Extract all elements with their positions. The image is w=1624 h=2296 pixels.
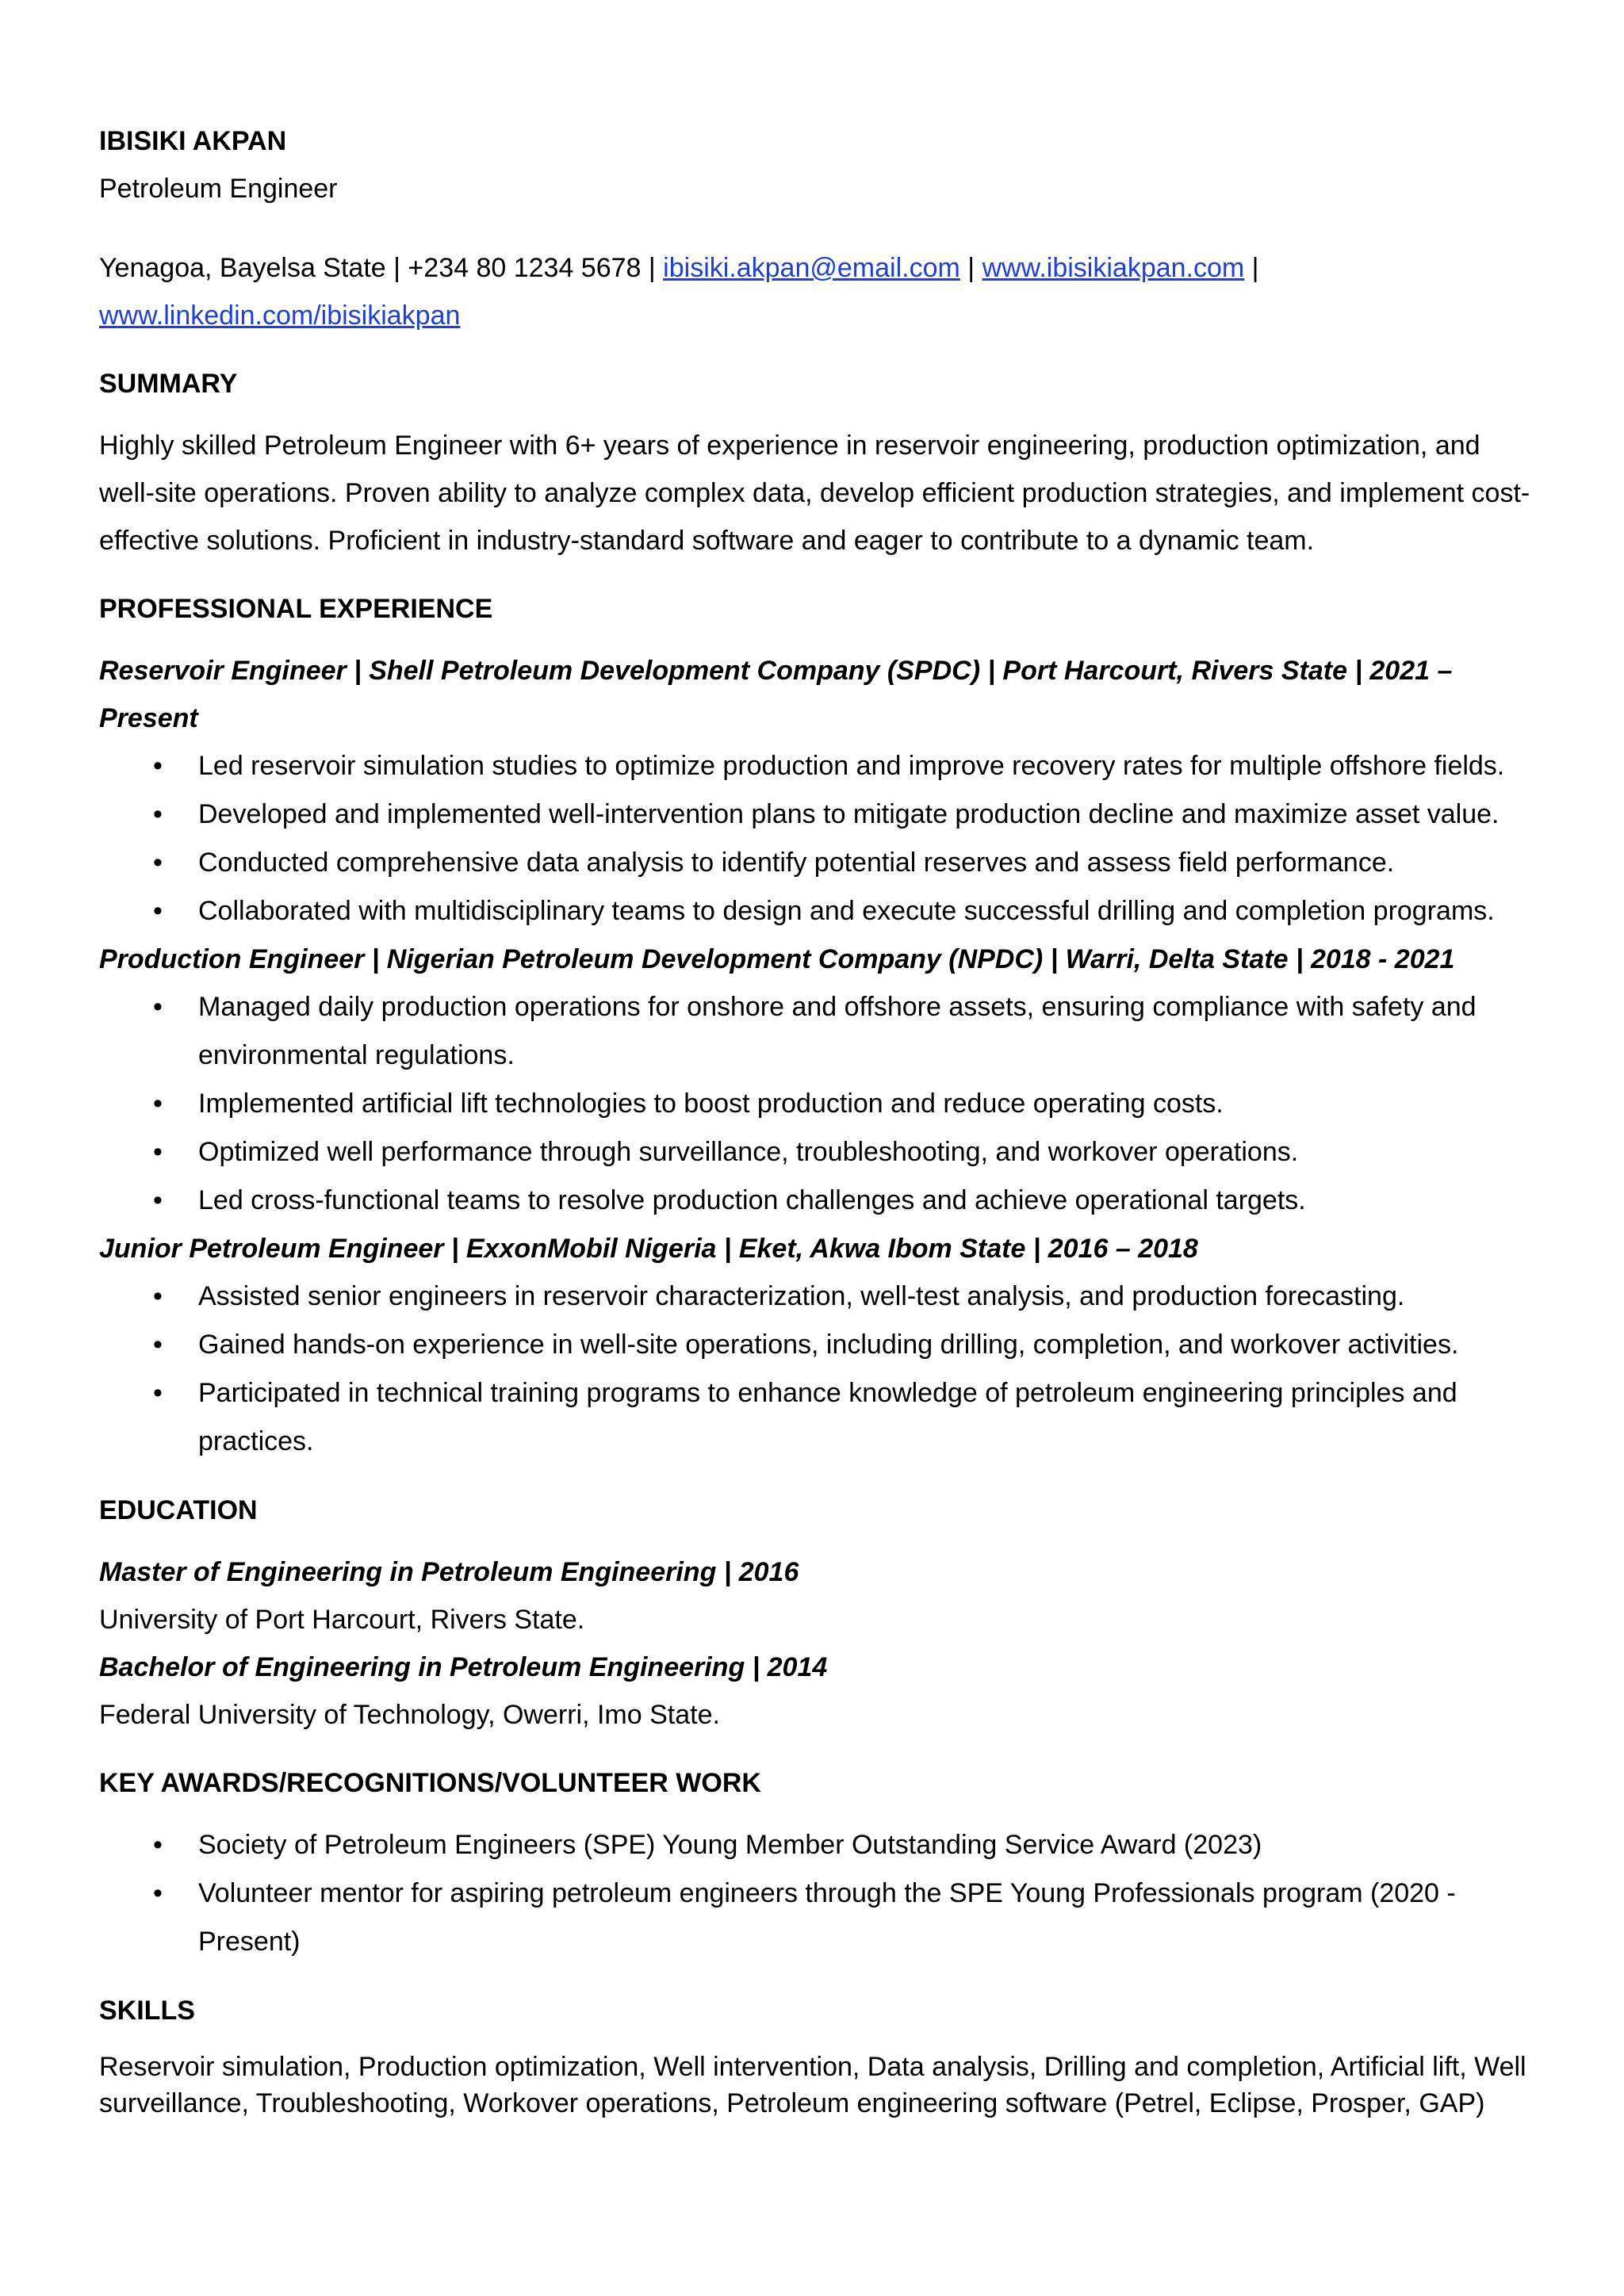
email-link[interactable]: ibisiki.akpan@email.com — [663, 253, 960, 283]
bullet-text: Assisted senior engineers in reservoir characterization, well-test analysis, and production forecasting. — [198, 1281, 1405, 1311]
linkedin-link[interactable]: www.linkedin.com/ibisikiakpan — [99, 300, 461, 331]
skills-heading: SKILLS — [99, 1996, 195, 2026]
list-item — [99, 1321, 1537, 1369]
bullet-text: Optimized well performance through surveillance, troubleshooting, and workover operations. — [198, 1137, 1299, 1167]
bullet-text: Implemented artificial lift technologies to boost production and reduce operating costs. — [198, 1089, 1224, 1119]
degree-title: Master of Engineering in Petroleum Engineering | 2016 — [99, 1557, 799, 1587]
award-text: Volunteer mentor for aspiring petroleum engineers through the SPE Young Professionals program (2020 - Present) — [198, 1878, 1456, 1957]
bullet-icon: • — [153, 992, 163, 1022]
bullet-icon: • — [153, 1830, 163, 1860]
bullet-icon: • — [153, 751, 163, 781]
summary-text: Highly skilled Petroleum Engineer with 6+ years of experience in reservoir engineering, production optimization, and well-site operations. Proven ability to analyze complex data, develop efficient production strategies, and implement cost-effective solutions. Proficient in industry-standard software and eager to contribute to a dynamic team. — [99, 430, 1530, 556]
bullet-text: Collaborated with multidisciplinary teams to design and execute successful drilling and completion programs. — [198, 896, 1495, 926]
list-item — [99, 1369, 1537, 1466]
bullet-text: Led reservoir simulation studies to optimize production and improve recovery rates for multiple offshore fields. — [198, 751, 1505, 781]
list-item — [99, 839, 1537, 887]
list-item — [99, 1128, 1537, 1177]
bullet-icon: • — [153, 1330, 163, 1360]
job-title: Production Engineer | Nigerian Petroleum Development Company (NPDC) | Warri, Delta State | 2018 - 2021 — [99, 944, 1455, 974]
bullet-text: Participated in technical training programs to enhance knowledge of petroleum engineering principles and practices. — [198, 1378, 1457, 1456]
bullet-text: Led cross-functional teams to resolve production challenges and achieve operational targets. — [198, 1185, 1306, 1215]
institution: University of Port Harcourt, Rivers State. — [99, 1605, 585, 1635]
list-item — [99, 983, 1537, 1080]
bullet-text: Developed and implemented well-intervention plans to mitigate production decline and maximize asset value. — [198, 799, 1500, 829]
contact-separator: | — [959, 253, 982, 283]
list-item — [99, 1080, 1537, 1128]
skills-text: Reservoir simulation, Production optimization, Well intervention, Data analysis, Drilling and completion, Artificial lift, Well surveillance, Troubleshooting, Workover operations, Petroleum engineering software (Petrel, Eclipse, Prosper, GAP) — [99, 2052, 1526, 2118]
awards-heading: KEY AWARDS/RECOGNITIONS/VOLUNTEER WORK — [99, 1768, 761, 1798]
list-item — [99, 887, 1537, 936]
candidate-role: Petroleum Engineer — [99, 174, 338, 204]
bullet-icon: • — [153, 1089, 163, 1119]
list-item — [99, 1821, 1537, 1869]
degree-title: Bachelor of Engineering in Petroleum Engineering | 2014 — [99, 1652, 828, 1682]
bullet-icon: • — [153, 1878, 163, 1908]
job-bullets — [99, 742, 1537, 936]
bullet-text: Gained hands-on experience in well-site operations, including drilling, completion, and workover activities. — [198, 1330, 1459, 1360]
job-entry — [99, 647, 1537, 936]
bullet-icon: • — [153, 1137, 163, 1167]
bullet-text: Conducted comprehensive data analysis to identify potential reserves and assess field performance. — [198, 848, 1395, 878]
job-title: Junior Petroleum Engineer | ExxonMobil Nigeria | Eket, Akwa Ibom State | 2016 – 2018 — [99, 1234, 1198, 1264]
list-item — [99, 790, 1537, 839]
list-item — [99, 1177, 1537, 1225]
list-item — [99, 1869, 1537, 1966]
candidate-name: IBISIKI AKPAN — [99, 126, 287, 156]
contact-line — [99, 244, 1537, 339]
bullet-icon: • — [153, 896, 163, 926]
list-item — [99, 1272, 1537, 1321]
bullet-icon: • — [153, 1281, 163, 1311]
institution: Federal University of Technology, Owerri, Imo State. — [99, 1700, 720, 1730]
bullet-icon: • — [153, 799, 163, 829]
website-link[interactable]: www.ibisikiakpan.com — [982, 253, 1245, 283]
list-item — [99, 742, 1537, 790]
job-bullets — [99, 983, 1537, 1225]
education-heading: EDUCATION — [99, 1495, 258, 1525]
job-title: Reservoir Engineer | Shell Petroleum Development Company (SPDC) | Port Harcourt, Rivers State | 2021 – Present — [99, 656, 1453, 733]
contact-separator: | — [1244, 253, 1259, 283]
education-entry — [99, 1644, 1537, 1739]
award-text: Society of Petroleum Engineers (SPE) Young Member Outstanding Service Award (2023) — [198, 1830, 1262, 1860]
bullet-icon: • — [153, 848, 163, 878]
bullet-icon: • — [153, 1185, 163, 1215]
awards-list — [99, 1821, 1537, 1966]
job-entry — [99, 1225, 1537, 1466]
experience-heading: PROFESSIONAL EXPERIENCE — [99, 594, 493, 624]
job-bullets — [99, 1272, 1537, 1466]
bullet-icon: • — [153, 1378, 163, 1408]
education-entry — [99, 1548, 1537, 1644]
location-phone: Yenagoa, Bayelsa State | +234 80 1234 5678 | — [99, 253, 664, 283]
summary-heading: SUMMARY — [99, 369, 238, 399]
bullet-text: Managed daily production operations for onshore and offshore assets, ensuring compliance with safety and environmental regulations. — [198, 992, 1477, 1070]
job-entry — [99, 936, 1537, 1225]
